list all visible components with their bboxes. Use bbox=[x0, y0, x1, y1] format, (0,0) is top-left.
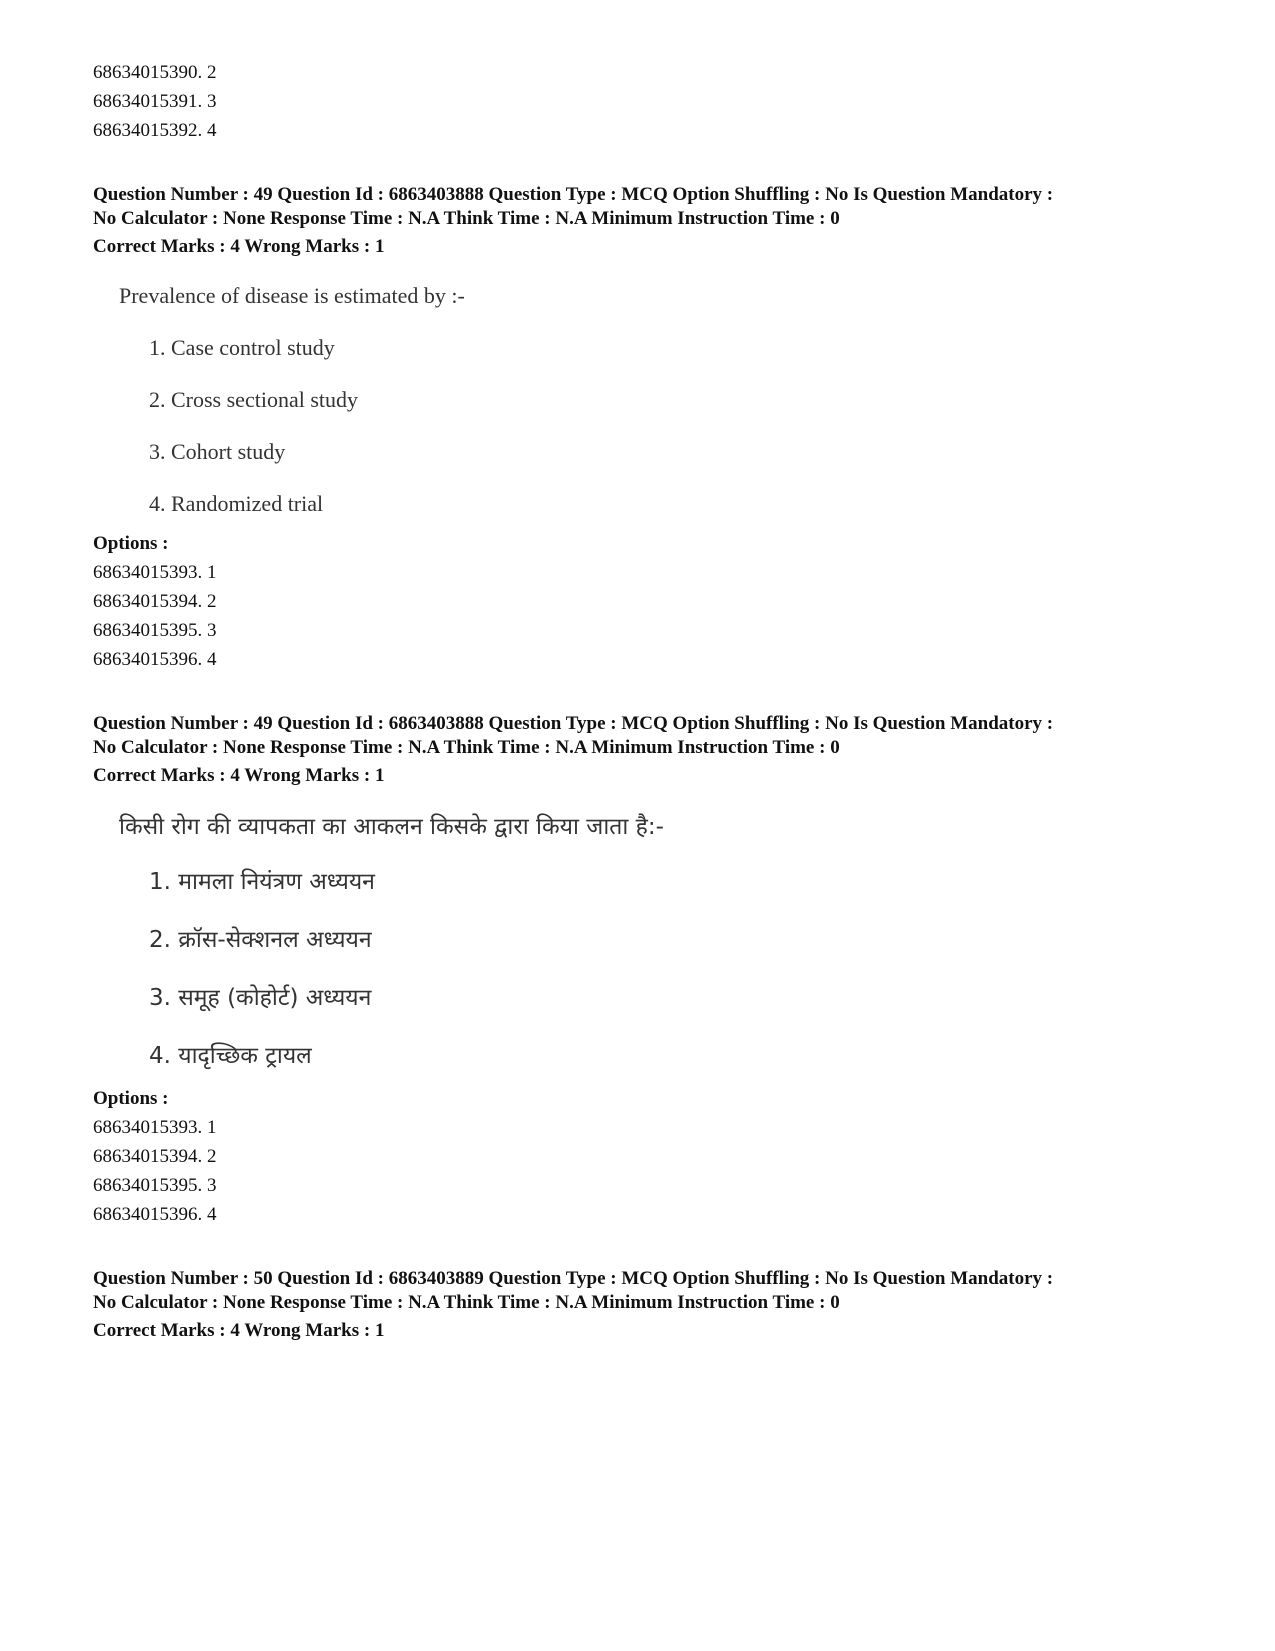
question-choice: 3. Cohort study bbox=[149, 439, 286, 464]
question-meta-line-1: Question Number : 50 Question Id : 6863403889 Question Type : MCQ Option Shuffling : No Is Question Mandatory : bbox=[93, 1268, 1054, 1289]
question-choice: 3. समूह (कोहोर्ट) अध्ययन bbox=[149, 985, 372, 1011]
question-marks: Correct Marks : 4 Wrong Marks : 1 bbox=[93, 236, 385, 257]
question-stem: किसी रोग की व्यापकता का आकलन किसके द्वारा किया जाता है:- bbox=[119, 814, 664, 840]
question-block-english bbox=[93, 183, 1193, 674]
option-line: 68634015395. 3 bbox=[93, 620, 217, 641]
options-label: Options : bbox=[93, 533, 169, 554]
question-content bbox=[119, 281, 1193, 519]
previous-question-options bbox=[93, 58, 1193, 145]
question-choice: 1. Case control study bbox=[149, 335, 335, 360]
question-meta-line-2: No Calculator : None Response Time : N.A Think Time : N.A Minimum Instruction Time : 0 bbox=[93, 208, 840, 229]
question-choice: 4. Randomized trial bbox=[149, 491, 324, 516]
question-meta-line-2: No Calculator : None Response Time : N.A Think Time : N.A Minimum Instruction Time : 0 bbox=[93, 737, 840, 758]
option-line: 68634015395. 3 bbox=[93, 1175, 217, 1196]
options-label: Options : bbox=[93, 1088, 169, 1109]
question-meta-line-1: Question Number : 49 Question Id : 6863403888 Question Type : MCQ Option Shuffling : No Is Question Mandatory : bbox=[93, 713, 1054, 734]
question-block-next bbox=[93, 1267, 1193, 1345]
question-marks: Correct Marks : 4 Wrong Marks : 1 bbox=[93, 765, 385, 786]
question-stem: Prevalence of disease is estimated by :- bbox=[119, 283, 465, 308]
option-line: 68634015394. 2 bbox=[93, 1146, 217, 1167]
option-line: 68634015393. 1 bbox=[93, 562, 217, 583]
question-meta-line-2: No Calculator : None Response Time : N.A Think Time : N.A Minimum Instruction Time : 0 bbox=[93, 1292, 840, 1313]
question-choice: 2. Cross sectional study bbox=[149, 387, 358, 412]
question-meta-line-1: Question Number : 49 Question Id : 6863403888 Question Type : MCQ Option Shuffling : No Is Question Mandatory : bbox=[93, 184, 1054, 205]
question-choice: 2. क्रॉस-सेक्शनल अध्ययन bbox=[149, 927, 372, 953]
question-choice: 4. यादृच्छिक ट्रायल bbox=[149, 1043, 312, 1069]
option-line: 68634015390. 2 bbox=[93, 62, 217, 83]
question-block-hindi bbox=[93, 712, 1193, 1229]
question-marks: Correct Marks : 4 Wrong Marks : 1 bbox=[93, 1320, 385, 1341]
option-line: 68634015392. 4 bbox=[93, 120, 217, 141]
question-choice: 1. मामला नियंत्रण अध्ययन bbox=[149, 869, 375, 895]
document-page bbox=[93, 58, 1193, 1345]
option-line: 68634015396. 4 bbox=[93, 649, 217, 670]
option-line: 68634015394. 2 bbox=[93, 591, 217, 612]
option-line: 68634015393. 1 bbox=[93, 1117, 217, 1138]
question-content bbox=[119, 810, 1193, 1074]
option-line: 68634015396. 4 bbox=[93, 1204, 217, 1225]
option-line: 68634015391. 3 bbox=[93, 91, 217, 112]
